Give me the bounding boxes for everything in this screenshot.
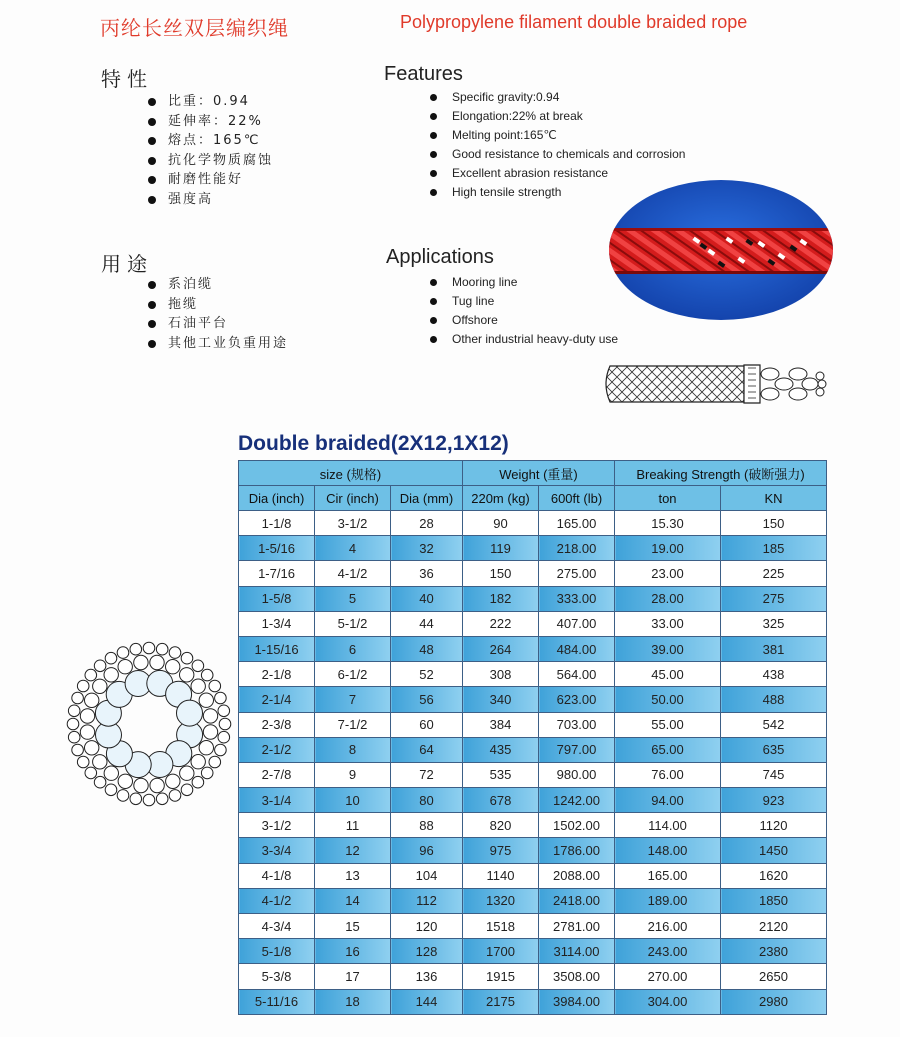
feature-item-cn: 比重：0.94 (146, 92, 273, 112)
table-row (239, 788, 827, 813)
table-cell: 635 (721, 737, 827, 762)
application-item-en: Offshore (430, 311, 618, 330)
table-cell: 165.00 (615, 863, 721, 888)
table-cell: 150 (721, 511, 827, 536)
table-cell: 488 (721, 687, 827, 712)
title-chinese: 丙纶长丝双层编织绳 (100, 16, 289, 40)
table-cell: 225 (721, 561, 827, 586)
table-cell: 564.00 (539, 662, 615, 687)
table-cell: 678 (463, 788, 539, 813)
table-cell: 28 (391, 511, 463, 536)
table-cell: 5-1/2 (315, 611, 391, 636)
middle-strand (180, 668, 194, 682)
table-cell: 9 (315, 762, 391, 787)
outer-strand (156, 793, 168, 805)
table-cell: 820 (463, 813, 539, 838)
table-row (239, 712, 827, 737)
table-cell: 333.00 (539, 586, 615, 611)
table-row (239, 914, 827, 939)
table-cell: 3-1/2 (315, 511, 391, 536)
table-cell: 275.00 (539, 561, 615, 586)
table-cell: 2650 (721, 964, 827, 989)
table-row (239, 813, 827, 838)
table-cell: 2175 (463, 989, 539, 1014)
feature-item-en: Specific gravity:0.94 (430, 88, 685, 107)
table-cell: 980.00 (539, 762, 615, 787)
table-cell: 144 (391, 989, 463, 1014)
outer-strand (85, 669, 97, 681)
table-cell: 340 (463, 687, 539, 712)
outer-strand (215, 692, 227, 704)
table-cell: 94.00 (615, 788, 721, 813)
outer-strand (209, 756, 221, 768)
feature-item-cn: 抗化学物质腐蚀 (146, 151, 273, 171)
application-item-cn: 系泊缆 (146, 275, 288, 295)
table-cell: 2980 (721, 989, 827, 1014)
table-cell: 7-1/2 (315, 712, 391, 737)
table-row (239, 838, 827, 863)
table-cell: 2-7/8 (239, 762, 315, 787)
application-item-cn: 石油平台 (146, 314, 288, 334)
table-cell: 2120 (721, 914, 827, 939)
rope-photo (608, 178, 834, 322)
table-cell: 119 (463, 536, 539, 561)
table-cell: 745 (721, 762, 827, 787)
table-cell: 304.00 (615, 989, 721, 1014)
table-cell: 185 (721, 536, 827, 561)
table-cell: 216.00 (615, 914, 721, 939)
table-cell: 150 (463, 561, 539, 586)
table-cell: 438 (721, 662, 827, 687)
table-cell: 88 (391, 813, 463, 838)
feature-item-en: Excellent abrasion resistance (430, 164, 685, 183)
outer-strand (130, 793, 142, 805)
outer-strand (201, 767, 213, 779)
table-cell: 3-1/4 (239, 788, 315, 813)
table-cell: 1786.00 (539, 838, 615, 863)
outer-strand (192, 776, 204, 788)
middle-strand (199, 693, 213, 707)
outer-strand (105, 784, 117, 796)
application-item-en: Mooring line (430, 273, 618, 292)
table-cell: 407.00 (539, 611, 615, 636)
table-cell: 165.00 (539, 511, 615, 536)
table-cell: 7 (315, 687, 391, 712)
table-row (239, 636, 827, 661)
table-cell: 65.00 (615, 737, 721, 762)
middle-strand (150, 655, 164, 669)
feature-item-cn: 熔点：165℃ (146, 131, 273, 151)
features-list-cn (146, 92, 273, 209)
column-header: Dia (inch) (239, 486, 315, 511)
middle-strand (191, 679, 205, 693)
table-cell: 435 (463, 737, 539, 762)
outer-strand (105, 652, 117, 664)
column-header: ton (615, 486, 721, 511)
table-cell: 484.00 (539, 636, 615, 661)
table-row (239, 511, 827, 536)
feature-item-cn: 延伸率：22% (146, 112, 273, 132)
outer-strand (72, 744, 84, 756)
table-cell: 19.00 (615, 536, 721, 561)
table-cell: 3508.00 (539, 964, 615, 989)
outer-strand (215, 744, 227, 756)
table-cell: 55.00 (615, 712, 721, 737)
table-row (239, 989, 827, 1014)
table-cell: 381 (721, 636, 827, 661)
middle-strand (118, 660, 132, 674)
table-cell: 270.00 (615, 964, 721, 989)
table-cell: 703.00 (539, 712, 615, 737)
outer-strand (209, 680, 221, 692)
outer-strand (77, 756, 89, 768)
cross-section-diagram (65, 640, 233, 808)
table-cell: 4-1/2 (315, 561, 391, 586)
middle-strand (166, 660, 180, 674)
column-header: Cir (inch) (315, 486, 391, 511)
table-cell: 218.00 (539, 536, 615, 561)
middle-strand (191, 755, 205, 769)
outer-strand (192, 660, 204, 672)
title-english: Polypropylene filament double braided rope (400, 12, 748, 32)
outer-strand (218, 731, 230, 743)
outer-strand (143, 794, 155, 806)
table-cell: 6 (315, 636, 391, 661)
table-cell: 23.00 (615, 561, 721, 586)
table-cell: 56 (391, 687, 463, 712)
middle-strand (134, 655, 148, 669)
table-cell: 13 (315, 863, 391, 888)
middle-strand (104, 766, 118, 780)
table-cell: 44 (391, 611, 463, 636)
table-row (239, 611, 827, 636)
table-cell: 11 (315, 813, 391, 838)
outer-strand (130, 643, 142, 655)
feature-item-en: Melting point:165℃ (430, 126, 685, 145)
column-header: 220m (kg) (463, 486, 539, 511)
table-cell: 60 (391, 712, 463, 737)
outer-strand (181, 652, 193, 664)
outer-strand (169, 647, 181, 659)
applications-list-cn (146, 275, 288, 353)
table-cell: 3984.00 (539, 989, 615, 1014)
middle-strand (134, 778, 148, 792)
table-cell: 275 (721, 586, 827, 611)
outer-strand (68, 705, 80, 717)
table-row (239, 939, 827, 964)
table-cell: 104 (391, 863, 463, 888)
table-cell: 2-1/4 (239, 687, 315, 712)
table-cell: 33.00 (615, 611, 721, 636)
table-title: Double braided(2X12,1X12) (238, 432, 509, 455)
table-cell: 28.00 (615, 586, 721, 611)
outer-strand (143, 642, 155, 654)
application-item-en: Other industrial heavy-duty use (430, 330, 618, 349)
table-cell: 72 (391, 762, 463, 787)
feature-item-cn: 耐磨性能好 (146, 170, 273, 190)
middle-strand (93, 755, 107, 769)
table-cell: 1-1/8 (239, 511, 315, 536)
table-cell: 5 (315, 586, 391, 611)
middle-strand (150, 778, 164, 792)
table-cell: 120 (391, 914, 463, 939)
table-cell: 5-3/8 (239, 964, 315, 989)
outer-strand (156, 643, 168, 655)
table-cell: 136 (391, 964, 463, 989)
table-cell: 182 (463, 586, 539, 611)
table-cell: 1140 (463, 863, 539, 888)
feature-item-en: Elongation:22% at break (430, 107, 685, 126)
table-cell: 243.00 (615, 939, 721, 964)
outer-strand (181, 784, 193, 796)
table-cell: 2781.00 (539, 914, 615, 939)
table-cell: 2418.00 (539, 888, 615, 913)
table-cell: 15.30 (615, 511, 721, 536)
table-row (239, 888, 827, 913)
table-cell: 39.00 (615, 636, 721, 661)
table-cell: 1320 (463, 888, 539, 913)
table-cell: 384 (463, 712, 539, 737)
table-row (239, 863, 827, 888)
table-cell: 64 (391, 737, 463, 762)
features-heading-cn: 特性 (101, 67, 153, 91)
table-cell: 10 (315, 788, 391, 813)
column-header: KN (721, 486, 827, 511)
outer-strand (94, 660, 106, 672)
feature-item-en: High tensile strength (430, 183, 685, 202)
table-cell: 308 (463, 662, 539, 687)
middle-strand (118, 774, 132, 788)
table-cell: 1502.00 (539, 813, 615, 838)
table-cell: 76.00 (615, 762, 721, 787)
table-cell: 2-3/8 (239, 712, 315, 737)
table-cell: 264 (463, 636, 539, 661)
table-cell: 32 (391, 536, 463, 561)
spec-table (238, 460, 827, 1015)
table-cell: 3-3/4 (239, 838, 315, 863)
table-cell: 542 (721, 712, 827, 737)
outer-strand (94, 776, 106, 788)
table-cell: 6-1/2 (315, 662, 391, 687)
outer-strand (67, 718, 79, 730)
table-row (239, 762, 827, 787)
outer-strand (85, 767, 97, 779)
table-cell: 923 (721, 788, 827, 813)
table-row (239, 737, 827, 762)
feature-item-en: Good resistance to chemicals and corrosion (430, 145, 685, 164)
table-cell: 189.00 (615, 888, 721, 913)
middle-strand (199, 741, 213, 755)
middle-strand (180, 766, 194, 780)
inner-strand (177, 700, 203, 726)
table-cell: 18 (315, 989, 391, 1014)
table-row (239, 687, 827, 712)
applications-list-en (430, 273, 618, 349)
table-row (239, 586, 827, 611)
table-cell: 52 (391, 662, 463, 687)
applications-heading-cn: 用途 (101, 252, 153, 276)
table-cell: 797.00 (539, 737, 615, 762)
table-cell: 2088.00 (539, 863, 615, 888)
application-item-cn: 其他工业负重用途 (146, 334, 288, 354)
table-cell: 128 (391, 939, 463, 964)
middle-strand (85, 693, 99, 707)
table-cell: 14 (315, 888, 391, 913)
table-cell: 1-5/16 (239, 536, 315, 561)
table-cell: 1620 (721, 863, 827, 888)
outer-strand (68, 731, 80, 743)
table-cell: 96 (391, 838, 463, 863)
outer-strand (169, 790, 181, 802)
table-cell: 48 (391, 636, 463, 661)
column-header: Dia (mm) (391, 486, 463, 511)
middle-strand (104, 668, 118, 682)
outer-strand (117, 647, 129, 659)
table-cell: 8 (315, 737, 391, 762)
table-cell: 623.00 (539, 687, 615, 712)
table-cell: 4 (315, 536, 391, 561)
middle-strand (80, 709, 94, 723)
table-cell: 40 (391, 586, 463, 611)
table-cell: 1120 (721, 813, 827, 838)
table-cell: 148.00 (615, 838, 721, 863)
group-header-size: size (规格) (239, 461, 463, 486)
table-cell: 1242.00 (539, 788, 615, 813)
table-cell: 5-1/8 (239, 939, 315, 964)
table-row (239, 964, 827, 989)
outer-strand (117, 790, 129, 802)
column-header: 600ft (lb) (539, 486, 615, 511)
applications-heading-en: Applications (386, 246, 494, 268)
table-cell: 1850 (721, 888, 827, 913)
middle-strand (203, 709, 217, 723)
table-cell: 3-1/2 (239, 813, 315, 838)
application-item-cn: 拖缆 (146, 295, 288, 315)
table-cell: 90 (463, 511, 539, 536)
outer-strand (72, 692, 84, 704)
table-cell: 1518 (463, 914, 539, 939)
table-cell: 1450 (721, 838, 827, 863)
table-cell: 4-3/4 (239, 914, 315, 939)
table-cell: 112 (391, 888, 463, 913)
table-cell: 1-5/8 (239, 586, 315, 611)
table-cell: 17 (315, 964, 391, 989)
table-cell: 1-3/4 (239, 611, 315, 636)
application-item-en: Tug line (430, 292, 618, 311)
table-cell: 4-1/2 (239, 888, 315, 913)
middle-strand (80, 725, 94, 739)
table-cell: 15 (315, 914, 391, 939)
table-cell: 5-11/16 (239, 989, 315, 1014)
middle-strand (203, 725, 217, 739)
table-cell: 50.00 (615, 687, 721, 712)
outer-strand (218, 705, 230, 717)
table-cell: 2-1/8 (239, 662, 315, 687)
table-cell: 1700 (463, 939, 539, 964)
table-cell: 12 (315, 838, 391, 863)
table-cell: 2-1/2 (239, 737, 315, 762)
table-row (239, 662, 827, 687)
table-cell: 535 (463, 762, 539, 787)
table-cell: 80 (391, 788, 463, 813)
middle-strand (166, 774, 180, 788)
table-cell: 114.00 (615, 813, 721, 838)
table-cell: 975 (463, 838, 539, 863)
middle-strand (85, 741, 99, 755)
table-cell: 1-7/16 (239, 561, 315, 586)
table-cell: 222 (463, 611, 539, 636)
table-cell: 325 (721, 611, 827, 636)
table-cell: 2380 (721, 939, 827, 964)
table-cell: 16 (315, 939, 391, 964)
outer-strand (77, 680, 89, 692)
rope-drawing (602, 362, 830, 406)
outer-strand (219, 718, 231, 730)
table-cell: 1915 (463, 964, 539, 989)
middle-strand (93, 679, 107, 693)
table-row (239, 536, 827, 561)
table-row (239, 561, 827, 586)
group-header-breaking-strength: Breaking Strength (破断强力) (615, 461, 827, 486)
outer-strand (201, 669, 213, 681)
feature-item-cn: 强度高 (146, 190, 273, 210)
table-cell: 1-15/16 (239, 636, 315, 661)
table-cell: 36 (391, 561, 463, 586)
table-cell: 4-1/8 (239, 863, 315, 888)
group-header-weight: Weight (重量) (463, 461, 615, 486)
table-cell: 3114.00 (539, 939, 615, 964)
features-heading-en: Features (384, 63, 463, 85)
table-cell: 45.00 (615, 662, 721, 687)
